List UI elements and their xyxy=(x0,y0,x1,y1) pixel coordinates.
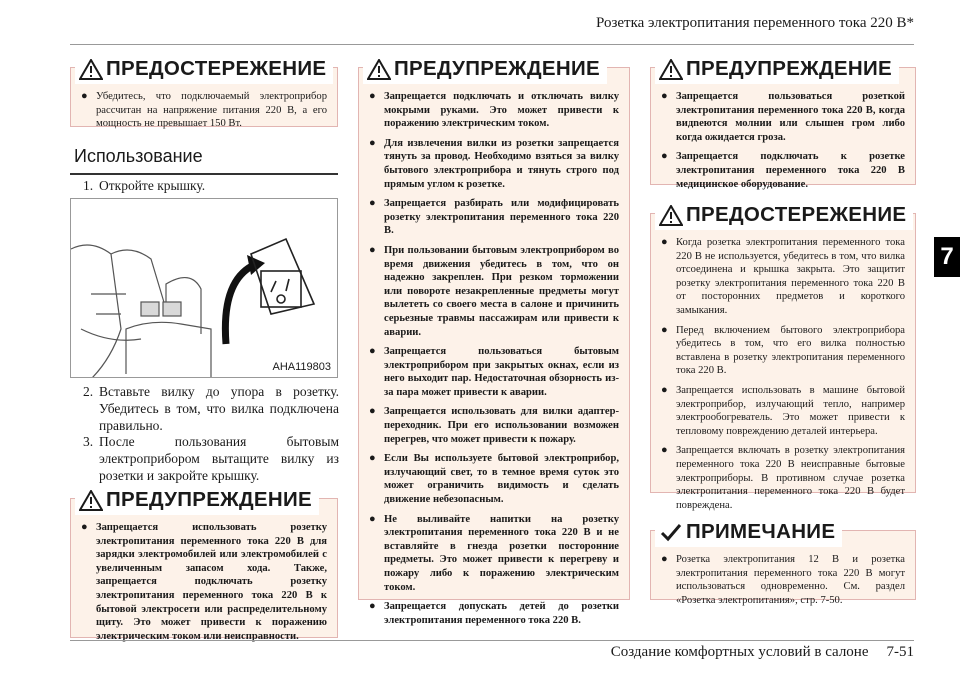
warning-item: ● Запрещается разбирать или модифицировать розетку электропитания переменного тока 220 В. xyxy=(369,197,619,238)
caution-box-socket xyxy=(650,203,916,511)
image-code: AHA119803 xyxy=(272,361,331,373)
footer-divider xyxy=(70,640,914,641)
caution-item: ● Запрещается включать в розетку электропитания переменного тока 220 В неисправные бытовые электроприборы. В противном случае розетка электропитания переменного тока 220 В будет повреждена. xyxy=(661,444,905,512)
warning-item: ● При пользовании бытовым электроприбором во время движения убедитесь в том, что он надежно закреплен. При резком торможении или повороте незакрепленные предметы могут вылететь со своего места в салоне и причинить серьезные травмы пассажирам или привести к аварии. xyxy=(369,244,619,339)
step-number: 1. xyxy=(83,178,94,193)
warning-box-ev-charging xyxy=(70,488,338,642)
warning-header xyxy=(75,485,319,515)
step-1 xyxy=(83,177,339,194)
console-socket-drawing xyxy=(71,199,338,378)
footer-section-title: Создание комфортных условий в салоне xyxy=(610,644,869,660)
warning-title: ПРЕДУПРЕЖДЕНИЕ xyxy=(394,57,600,80)
usage-section xyxy=(70,146,338,175)
section-title: Использование xyxy=(74,146,203,166)
caution-title: ПРЕДОСТЕРЕЖЕНИЕ xyxy=(686,203,907,226)
section-title-bar xyxy=(70,173,338,175)
note-box xyxy=(650,520,916,606)
page-header-title: Розетка электропитания переменного тока 220 В* xyxy=(595,15,914,31)
warning-box-thunderstorm xyxy=(650,57,916,190)
warning-item: ● Запрещается пользоваться розеткой электропитания переменного тока 220 В, когда видneются молнии или слышен гром либо когда ожидается гроза. xyxy=(661,90,905,144)
step-text: Вставьте вилку до упора в розетку. Убедитесь в том, что вилка подключена правильно. xyxy=(99,384,339,433)
warning-title: ПРЕДУПРЕЖДЕНИЕ xyxy=(106,488,312,511)
warning-triangle-icon xyxy=(367,59,391,80)
caution-box-usage xyxy=(70,57,338,130)
page-footer xyxy=(611,644,914,661)
warning-triangle-icon xyxy=(659,205,683,226)
warning-header xyxy=(655,54,899,84)
chapter-tab[interactable]: 7 xyxy=(934,237,960,277)
warning-item: ● Если Вы используете бытовой электроприбор, излучающий свет, то в темное время суток это может ограничить видимость и сделать движение небезопасным. xyxy=(369,452,619,506)
socket-illustration xyxy=(70,198,338,378)
step-number: 2. xyxy=(83,384,94,399)
caution-item: ● Запрещается использовать в машине бытовой электроприбор, излучающий тепло, например электрообогреватель. Это может привести к тепловому повреждению деталей интерьера. xyxy=(661,384,905,438)
note-title: ПРИМЕЧАНИЕ xyxy=(686,520,836,543)
warning-item: ● Запрещается допускать детей до розетки электропитания переменного тока 220 В. xyxy=(369,600,619,627)
warning-triangle-icon xyxy=(79,59,103,80)
caution-title: ПРЕДОСТЕРЕЖЕНИЕ xyxy=(106,57,327,80)
warning-box-main xyxy=(358,57,630,626)
caution-item: ● Когда розетка электропитания переменного тока 220 В не используется, убедитесь в том, что вилка отсоединена и крышка закрыта. Это защитит розетку электропитания переменного тока 220 В от посторонних предметов и короткого замыкания. xyxy=(661,236,905,318)
warning-item: ● Запрещается пользоваться бытовым электроприбором при закрытых окнах, если из него выходит пар. Недостаточная обзорность из-за пара может привести к аварии. xyxy=(369,345,619,399)
warning-triangle-icon xyxy=(659,59,683,80)
warning-item: ● Запрещается использовать розетку электропитания переменного тока 220 В для зарядки электромобилей или электромобилей с увеличенным запасом хода. Также, запрещается подключать розетку электропитания переменного тока 220 В к бытовой электросети или распределительному щиту. Это может привести к поражению электрическим током или неисправности. xyxy=(81,521,327,643)
step-text: Откройте крышку. xyxy=(99,178,206,193)
header-divider xyxy=(70,44,914,45)
warning-title: ПРЕДУПРЕЖДЕНИЕ xyxy=(686,57,892,80)
warning-item: ● Не выливайте напитки на розетку электропитания переменного тока 220 В и не вставляйте в гнезда розетки посторонние предметы. Это может привести к перегреву и пожару либо к поражению электрическим током. xyxy=(369,513,619,595)
page-number: 7-51 xyxy=(886,644,914,660)
step-text: После пользования бытовым электроприбором вытащите вилку из розетки и закройте крышку. xyxy=(99,434,339,483)
warning-item: ● Для извлечения вилки из розетки запрещается тянуть за провод. Необходимо взяться за вилку бытового электроприбора и тянуть строго под прямым углом к розетке. xyxy=(369,137,619,191)
note-header xyxy=(655,517,842,547)
step-3 xyxy=(83,433,339,484)
caution-item: ● Убедитесь, что подключаемый электроприбор рассчитан на напряжение питания 220 В, а его мощность не превышает 150 Вт. xyxy=(81,90,327,131)
warning-item: ● Запрещается использовать для вилки адаптер-переходник. При его использовании возможен перегрев, что может привести к пожару. xyxy=(369,405,619,446)
warning-triangle-icon xyxy=(79,490,103,511)
caution-header xyxy=(655,200,913,230)
warning-item: ● Запрещается подключать к розетке электропитания переменного тока 220 В медицинское оборудование. xyxy=(661,150,905,191)
warning-header xyxy=(363,54,607,84)
checkmark-icon xyxy=(659,522,683,543)
note-item: ● Розетка электропитания 12 В и розетка электропитания переменного тока 220 В могут использоваться одновременно. См. раздел «Розетка электропитания», стр. 7-50. xyxy=(661,553,905,607)
warning-item: ● Запрещается подключать и отключать вилку мокрыми руками. Это может привести к поражению электрическим током. xyxy=(369,90,619,131)
caution-header xyxy=(75,54,333,84)
caution-item: ● Перед включением бытового электроприбора убедитесь в том, что его вилка полностью вставлена в розетку электропитания переменного тока 220 В. xyxy=(661,324,905,378)
step-number: 3. xyxy=(83,434,94,449)
step-2 xyxy=(83,383,339,434)
